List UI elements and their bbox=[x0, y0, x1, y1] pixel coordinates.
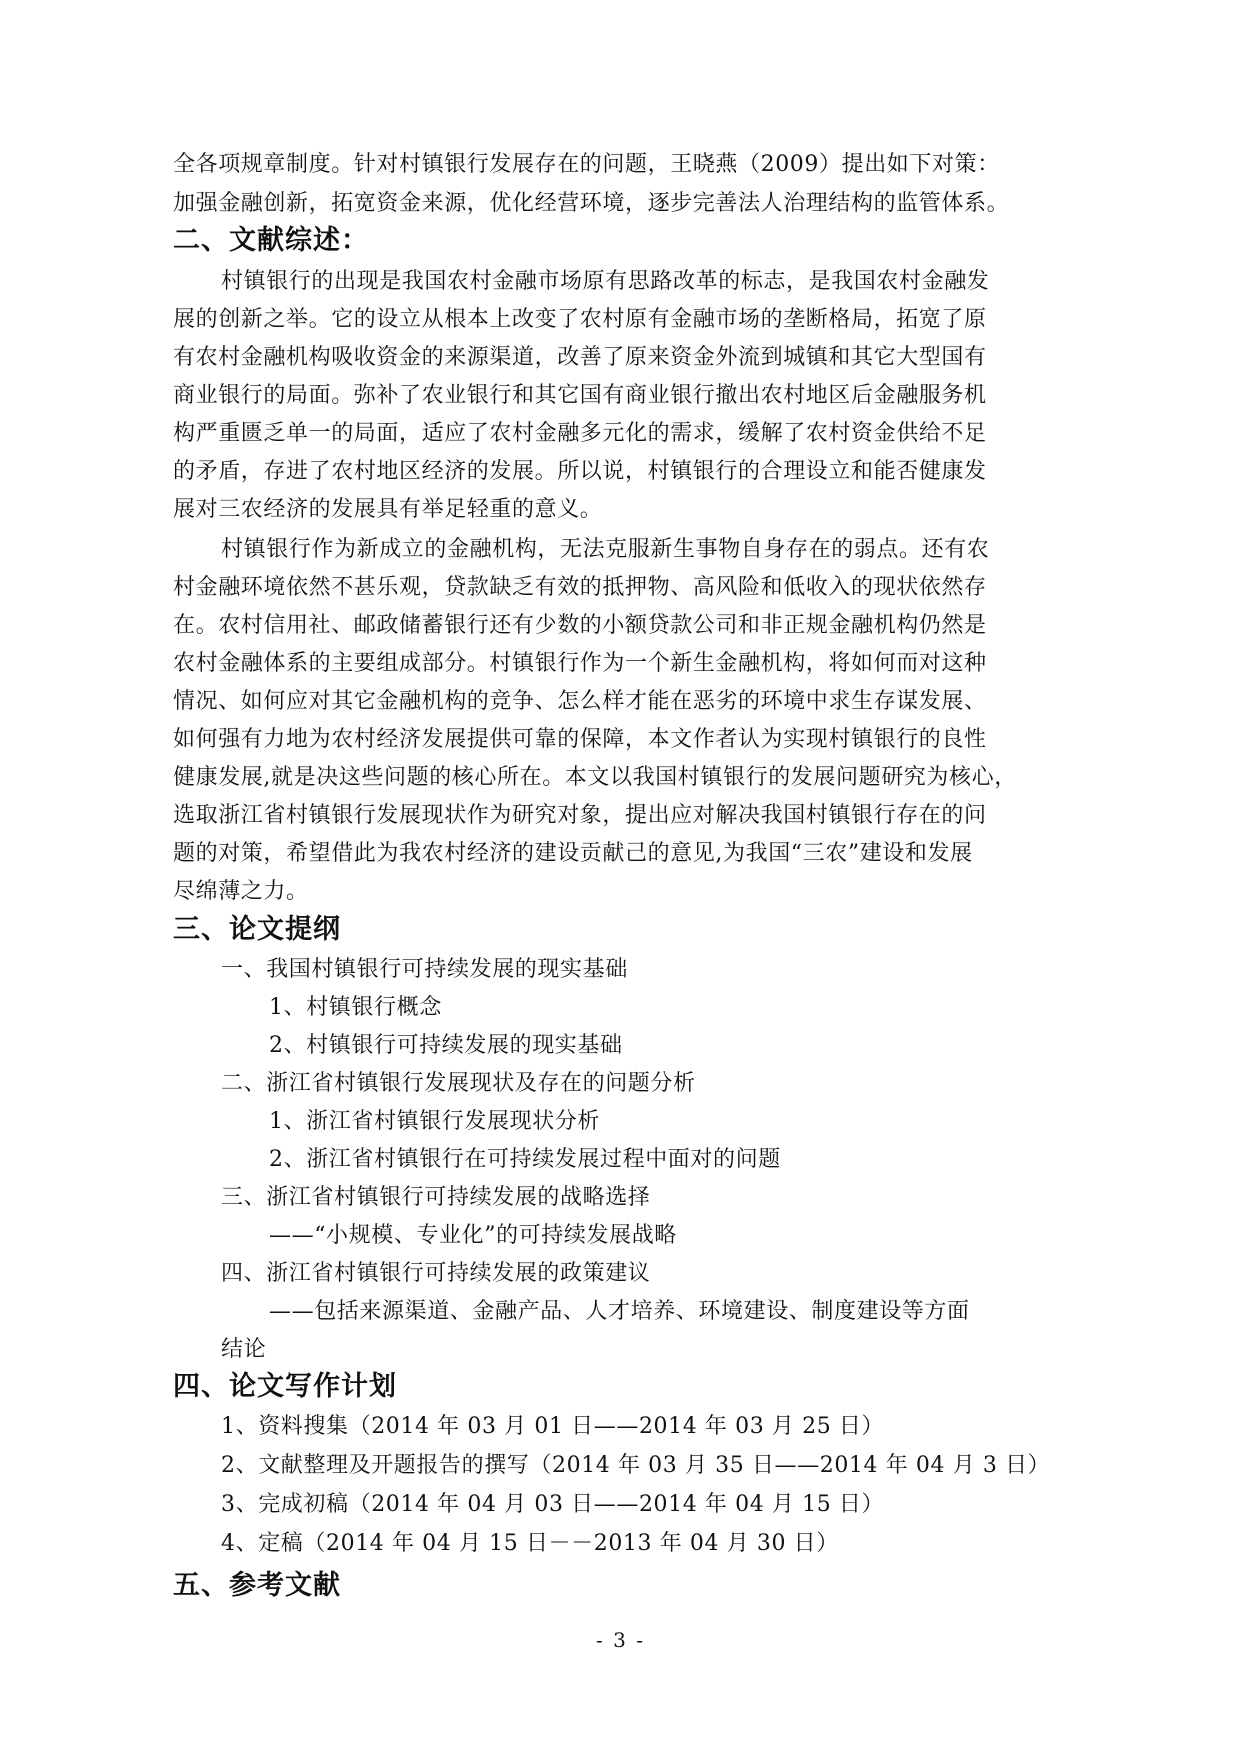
body-text-line: 有农村金融机构吸收资金的来源渠道，改善了原来资金外流到城镇和其它大型国有 bbox=[173, 345, 987, 370]
body-text-line: 商业银行的局面。弥补了农业银行和其它国有商业银行撤出农村地区后金融服务机 bbox=[173, 383, 987, 408]
body-text-line: 情况、如何应对其它金融机构的竞争、怎么样才能在恶劣的环境中求生存谋发展、 bbox=[173, 689, 987, 714]
body-text-line: 全各项规章制度。针对村镇银行发展存在的问题，王晓燕（2009）提出如下对策： bbox=[173, 152, 1000, 177]
outline-subitem: ——包括来源渠道、金融产品、人才培养、环境建设、制度建设等方面 bbox=[269, 1299, 970, 1324]
plan-item: 4、定稿（2014 年 04 月 15 日－－2013 年 04 月 30 日） bbox=[221, 1531, 839, 1556]
plan-item: 3、完成初稿（2014 年 04 月 03 日——2014 年 04 月 15 日） bbox=[221, 1492, 885, 1517]
section-heading-outline: 三、论文提纲 bbox=[173, 914, 341, 945]
page-number: - 3 - bbox=[596, 1628, 645, 1652]
plan-item: 2、文献整理及开题报告的撰写（2014 年 03 月 35 日——2014 年 04 月 3 日） bbox=[221, 1453, 1051, 1478]
outline-item: 四、浙江省村镇银行可持续发展的政策建议 bbox=[221, 1261, 651, 1286]
outline-subitem: 1、浙江省村镇银行发展现状分析 bbox=[269, 1109, 600, 1134]
outline-subitem: ——“小规模、专业化”的可持续发展战略 bbox=[269, 1223, 677, 1248]
body-text-line: 的矛盾，存进了农村地区经济的发展。所以说，村镇银行的合理设立和能否健康发 bbox=[173, 459, 987, 484]
body-text-line: 村镇银行的出现是我国农村金融市场原有思路改革的标志，是我国农村金融发 bbox=[221, 269, 990, 294]
body-text-line: 展的创新之举。它的设立从根本上改变了农村原有金融市场的垄断格局，拓宽了原 bbox=[173, 307, 987, 332]
body-text-line: 展对三农经济的发展具有举足轻重的意义。 bbox=[173, 497, 603, 522]
outline-subitem: 1、村镇银行概念 bbox=[269, 995, 442, 1020]
body-text-line: 加强金融创新，拓宽资金来源，优化经营环境，逐步完善法人治理结构的监管体系。 bbox=[173, 191, 1010, 216]
body-text-line: 健康发展,就是决这些问题的核心所在。本文以我国村镇银行的发展问题研究为核心， bbox=[173, 765, 1017, 790]
outline-item: 二、浙江省村镇银行发展现状及存在的问题分析 bbox=[221, 1071, 696, 1096]
plan-item: 1、资料搜集（2014 年 03 月 01 日——2014 年 03 月 25 日） bbox=[221, 1414, 885, 1439]
section-heading-references: 五、参考文献 bbox=[173, 1570, 341, 1601]
outline-item: 结论 bbox=[221, 1337, 267, 1362]
section-heading-literature-review: 二、文献综述： bbox=[173, 225, 369, 256]
body-text-line: 如何强有力地为农村经济发展提供可靠的保障，本文作者认为实现村镇银行的良性 bbox=[173, 727, 987, 752]
outline-item: 一、我国村镇银行可持续发展的现实基础 bbox=[221, 957, 628, 982]
section-heading-writing-plan: 四、论文写作计划 bbox=[173, 1371, 397, 1402]
body-text-line: 尽绵薄之力。 bbox=[173, 879, 309, 904]
outline-subitem: 2、村镇银行可持续发展的现实基础 bbox=[269, 1033, 623, 1058]
body-text-line: 在。农村信用社、邮政储蓄银行还有少数的小额贷款公司和非正规金融机构仍然是 bbox=[173, 613, 987, 638]
body-text-line: 构严重匮乏单一的局面，适应了农村金融多元化的需求，缓解了农村资金供给不足 bbox=[173, 421, 987, 446]
body-text-line: 村金融环境依然不甚乐观，贷款缺乏有效的抵押物、高风险和低收入的现状依然存 bbox=[173, 575, 987, 600]
body-text-line: 农村金融体系的主要组成部分。村镇银行作为一个新生金融机构，将如何而对这种 bbox=[173, 651, 987, 676]
outline-subitem: 2、浙江省村镇银行在可持续发展过程中面对的问题 bbox=[269, 1147, 781, 1172]
body-text-line: 题的对策，希望借此为我农村经济的建设贡献己的意见,为我国“三农”建设和发展 bbox=[173, 841, 973, 866]
body-text-line: 选取浙江省村镇银行发展现状作为研究对象，提出应对解决我国村镇银行存在的问 bbox=[173, 803, 987, 828]
body-text-line: 村镇银行作为新成立的金融机构，无法克服新生事物自身存在的弱点。还有农 bbox=[221, 537, 990, 562]
outline-item: 三、浙江省村镇银行可持续发展的战略选择 bbox=[221, 1185, 651, 1210]
